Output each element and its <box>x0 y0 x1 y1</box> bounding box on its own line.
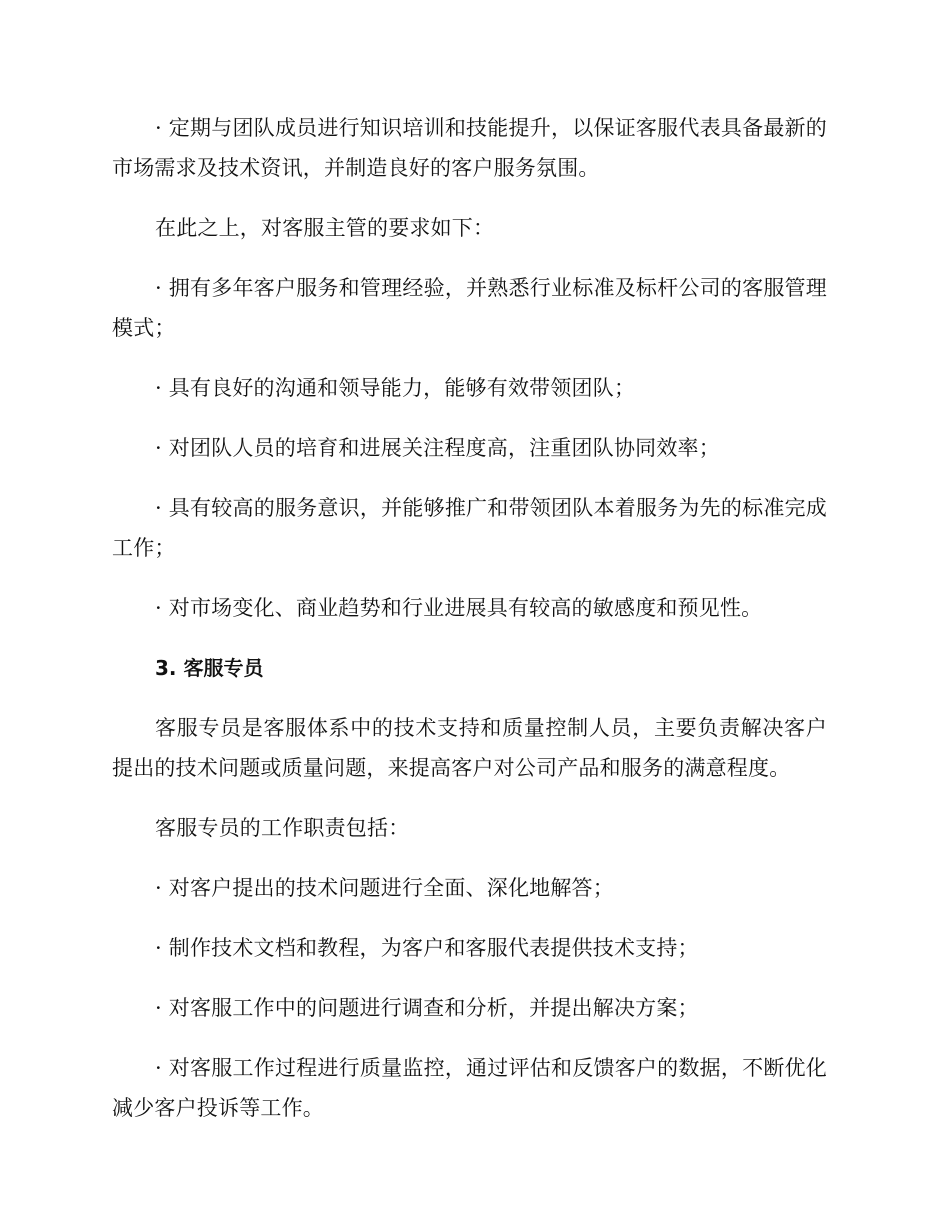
bullet-training: · 定期与团队成员进行知识培训和技能提升，以保证客服代表具备最新的市场需求及技术资讯，并制造良好的客户服务氛围。 <box>112 116 827 180</box>
bullet-problem-analysis: · 对客服工作中的问题进行调查和分析，并提出解决方案； <box>155 996 699 1020</box>
supervisor-requirements-intro: 在此之上，对客服主管的要求如下： <box>155 216 495 240</box>
document-body <box>112 108 827 1128</box>
bullet-experience: · 拥有多年客户服务和管理经验，并熟悉行业标准及标杆公司的客服管理模式； <box>112 276 827 340</box>
bullet-technical-docs: · 制作技术文档和教程，为客户和客服代表提供技术支持； <box>155 936 699 960</box>
section-heading-customer-service-specialist: 3. 客服专员 <box>155 656 264 680</box>
bullet-service-awareness: · 具有较高的服务意识，并能够推广和带领团队本着服务为先的标准完成工作； <box>112 496 827 560</box>
bullet-quality-monitoring: · 对客服工作过程进行质量监控，通过评估和反馈客户的数据，不断优化减少客户投诉等工作。 <box>112 1056 827 1120</box>
specialist-description: 客服专员是客服体系中的技术支持和质量控制人员，主要负责解决客户提出的技术问题或质量问题，来提高客户对公司产品和服务的满意程度。 <box>112 716 827 780</box>
bullet-market-sensitivity: · 对市场变化、商业趋势和行业进展具有较高的敏感度和预见性。 <box>155 596 763 620</box>
bullet-technical-answers: · 对客户提出的技术问题进行全面、深化地解答； <box>155 876 614 900</box>
bullet-communication: · 具有良好的沟通和领导能力，能够有效带领团队； <box>155 376 636 400</box>
specialist-duties-intro: 客服专员的工作职责包括： <box>155 816 410 840</box>
bullet-team-development: · 对团队人员的培育和进展关注程度高，注重团队协同效率； <box>155 436 720 460</box>
